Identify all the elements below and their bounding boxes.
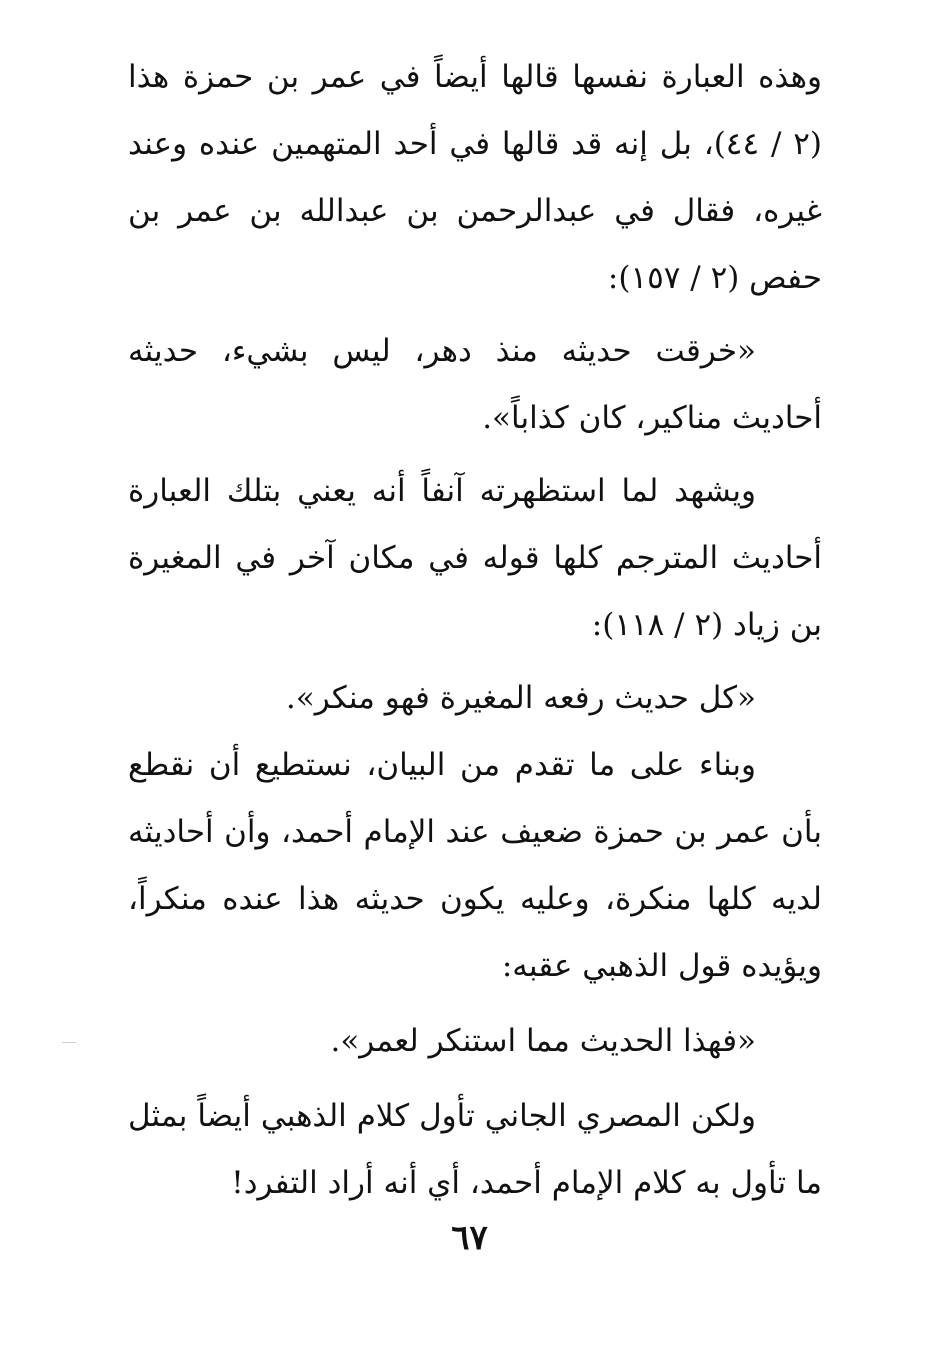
page-body — [128, 44, 822, 1217]
quote-3: «فهذا الحديث مما استنكر لعمر». — [330, 1023, 756, 1059]
paragraph-1: وهذه العبارة نفسها قالها أيضاً في عمر بن حمزة هذا (٢ / ٤٤)، بل إنه قد قالها في أحد المتهمين عنده وعند غيره، فقال في عبدالرحمن بن عبدالله بن عمر بن حفص (٢ / ١٥٧): — [128, 59, 822, 296]
paragraph-2: ويشهد لما استظهرته آنفاً أنه يعني بتلك العبارة أحاديث المترجم كلها قوله في مكان آخر في المغيرة بن زياد (٢ / ١١٨): — [128, 473, 822, 643]
scan-mark — [62, 1042, 76, 1043]
paragraph-3: وبناء على ما تقدم من البيان، نستطيع أن نقطع بأن عمر بن حمزة ضعيف عند الإمام أحمد، وأن أحاديثه لديه كلها منكرة، وعليه يكون حديثه هذا عنده منكراً، ويؤيده قول الذهبي عقبه: — [128, 747, 822, 984]
page-number: ٦٧ — [451, 1218, 488, 1258]
quote-2: «كل حديث رفعه المغيرة فهو منكر». — [285, 680, 756, 716]
paragraph-4: ولكن المصري الجاني تأول كلام الذهبي أيضاً بمثل ما تأول به كلام الإمام أحمد، أي أنه أراد التفرد! — [128, 1098, 822, 1201]
quote-1: «خرقت حديثه منذ دهر، ليس بشيء، حديثه أحاديث مناكير، كان كذاباً». — [128, 333, 822, 436]
